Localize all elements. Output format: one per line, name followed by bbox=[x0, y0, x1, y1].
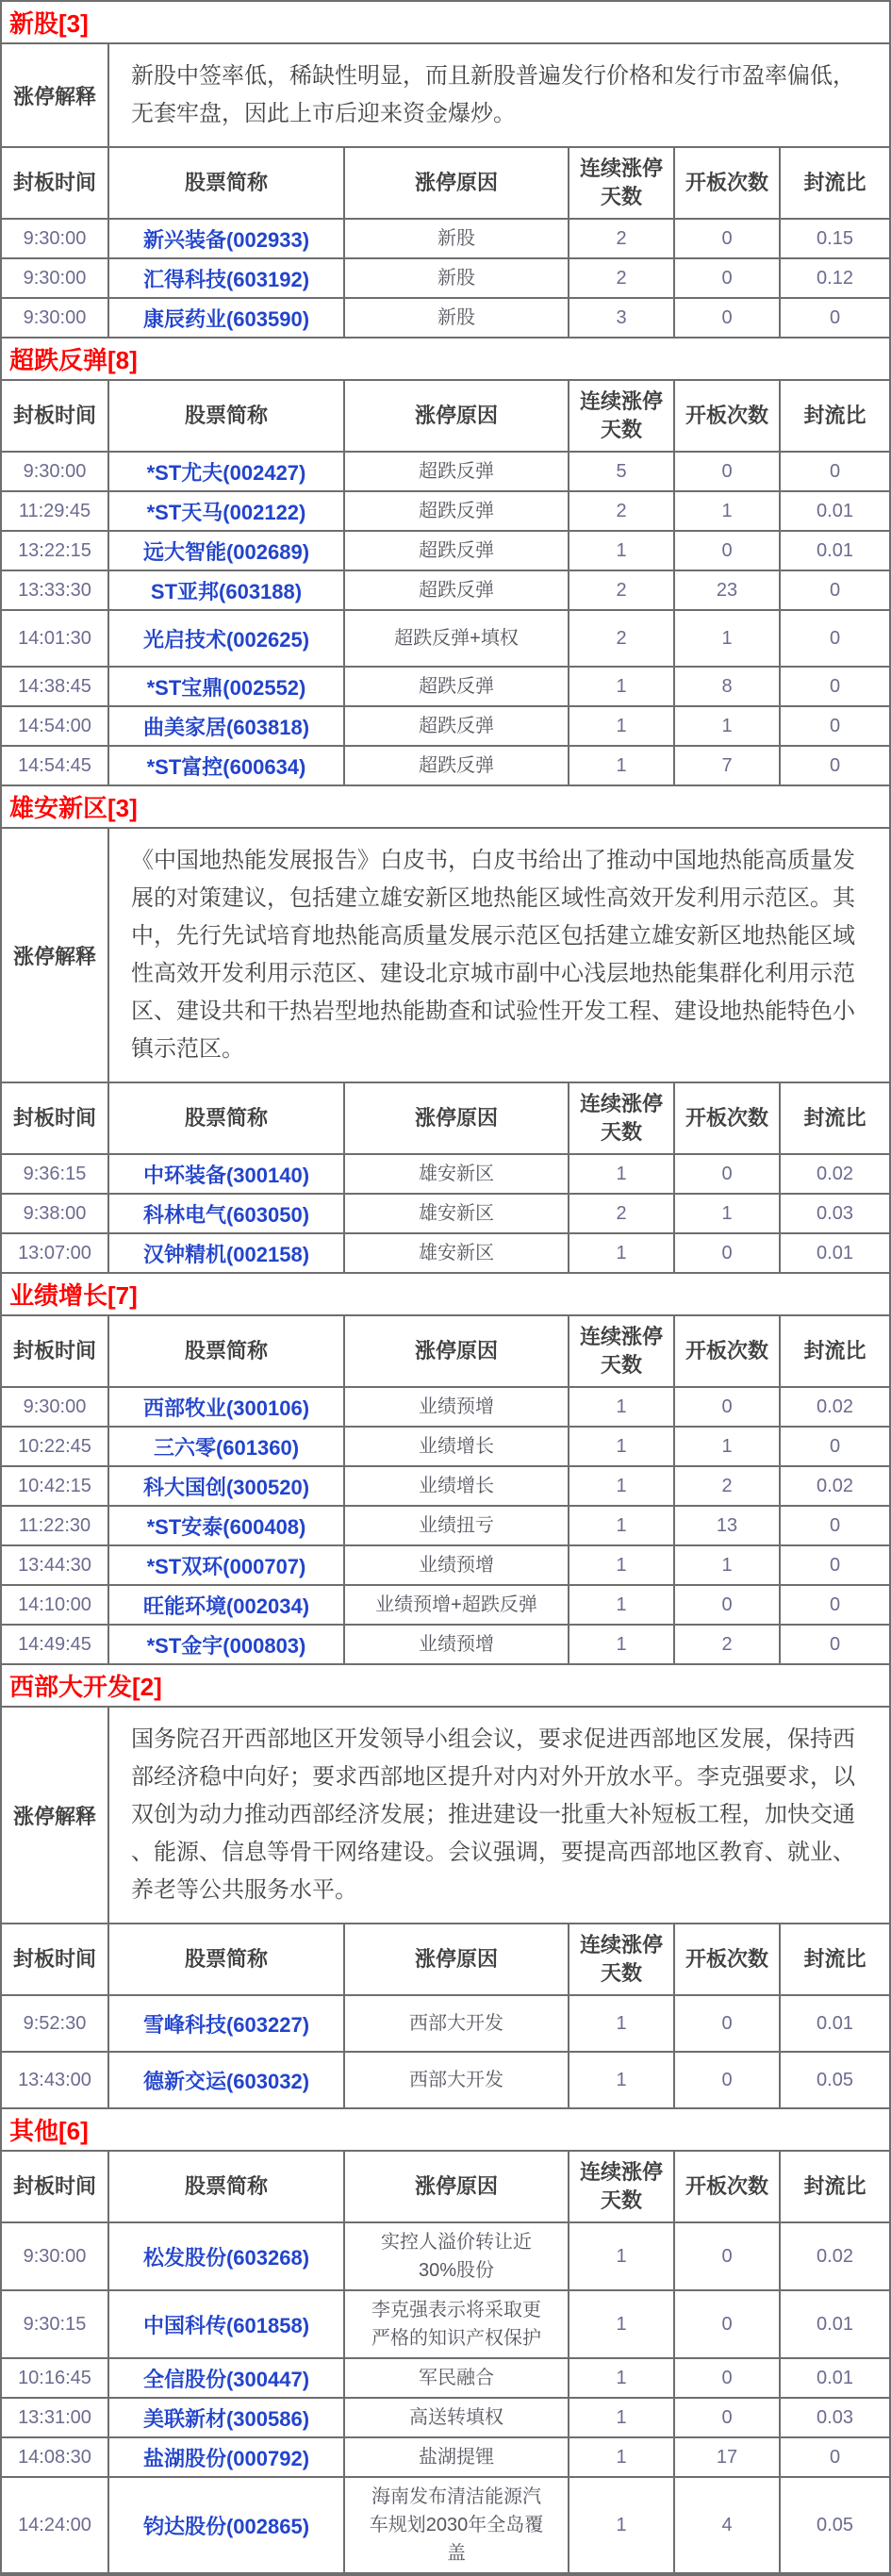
seal-time: 14:01:30 bbox=[2, 611, 109, 666]
col-header-seal-time: 封板时间 bbox=[2, 381, 109, 451]
seal-time: 9:30:00 bbox=[2, 220, 109, 257]
seal-time: 13:43:00 bbox=[2, 2053, 109, 2107]
limit-reason: 盐湖提锂 bbox=[345, 2438, 569, 2476]
col-header-consecutive-days: 连续涨停天数 bbox=[569, 1924, 675, 1994]
limit-reason: 雄安新区 bbox=[345, 1195, 569, 1232]
consecutive-days: 2 bbox=[569, 571, 675, 609]
explain-text: 国务院召开西部地区开发领导小组会议，要求促进西部地区发展，保持西部经济稳中向好；要求西部地区提升对内对外开放水平。李克强要求，以双创为动力推动西部经济发展；推进建设一批重大补短板工程，加快交通、能源、信息等骨干网络建设。会议强调，要提高西部地区教育、就业、养老等公共服务水平。 bbox=[131, 1726, 855, 1903]
seal-ratio: 0 bbox=[829, 1633, 841, 1655]
limit-reason: 超跌反弹 bbox=[345, 453, 569, 490]
table-row bbox=[2, 1626, 889, 1665]
seal-time: 14:10:00 bbox=[2, 1586, 109, 1624]
col-header-consecutive-days: 连续涨停天数 bbox=[569, 148, 675, 218]
consecutive-days: 1 bbox=[569, 2053, 675, 2107]
stock-link[interactable]: 康辰药业(603590) bbox=[109, 299, 345, 337]
open-count: 1 bbox=[675, 611, 781, 666]
seal-ratio: 0 bbox=[829, 715, 841, 736]
stock-link[interactable]: *ST宝鼎(002552) bbox=[109, 668, 345, 705]
limit-reason: 高送转填权 bbox=[345, 2399, 569, 2436]
stock-link[interactable]: 中环装备(300140) bbox=[109, 1155, 345, 1193]
table-header-row bbox=[2, 2152, 889, 2223]
stock-link[interactable]: *ST双环(000707) bbox=[109, 1546, 345, 1584]
seal-ratio: 0 bbox=[829, 2446, 841, 2468]
table-row bbox=[2, 1586, 889, 1626]
limit-reason: 新股 bbox=[345, 259, 569, 297]
seal-time: 10:42:15 bbox=[2, 1467, 109, 1505]
section-title: 超跌反弹[8] bbox=[2, 339, 889, 381]
open-count: 0 bbox=[675, 220, 781, 257]
consecutive-days: 5 bbox=[569, 453, 675, 490]
seal-ratio: 0.03 bbox=[817, 2406, 853, 2428]
consecutive-days: 1 bbox=[569, 2359, 675, 2397]
limit-reason: 业绩预增 bbox=[345, 1546, 569, 1584]
col-header-seal-time: 封板时间 bbox=[2, 148, 109, 218]
seal-time: 9:52:30 bbox=[2, 1996, 109, 2051]
consecutive-days: 1 bbox=[569, 1626, 675, 1663]
seal-time: 9:30:00 bbox=[2, 259, 109, 297]
limit-reason: 李克强表示将采取更严格的知识产权保护 bbox=[345, 2291, 569, 2357]
col-header-open-count: 开板次数 bbox=[675, 1924, 781, 1994]
table-row bbox=[2, 1467, 889, 1507]
col-header-open-count: 开板次数 bbox=[675, 381, 781, 451]
section-title: 西部大开发[2] bbox=[2, 1665, 889, 1708]
col-header-seal-ratio: 封流比 bbox=[803, 1947, 866, 1971]
limit-reason: 西部大开发 bbox=[345, 1996, 569, 2051]
open-count: 7 bbox=[675, 747, 781, 784]
limit-reason: 业绩增长 bbox=[345, 1467, 569, 1505]
stock-link[interactable]: 科大国创(300520) bbox=[109, 1467, 345, 1505]
table-row bbox=[2, 1155, 889, 1195]
open-count: 0 bbox=[675, 299, 781, 337]
col-header-consecutive-days: 连续涨停天数 bbox=[569, 1316, 675, 1386]
table-row bbox=[2, 492, 889, 532]
consecutive-days: 1 bbox=[569, 1155, 675, 1193]
explanation-row bbox=[2, 44, 889, 148]
stock-link[interactable]: 德新交运(603032) bbox=[109, 2053, 345, 2107]
seal-time: 14:54:00 bbox=[2, 707, 109, 745]
explain-label: 涨停解释 bbox=[2, 44, 109, 146]
limit-reason: 超跌反弹 bbox=[345, 747, 569, 784]
consecutive-days: 1 bbox=[569, 2399, 675, 2436]
seal-ratio: 0 bbox=[829, 1514, 841, 1536]
table-row bbox=[2, 2053, 889, 2109]
seal-time: 14:24:00 bbox=[2, 2478, 109, 2572]
col-header-seal-time: 封板时间 bbox=[2, 2152, 109, 2221]
open-count: 0 bbox=[675, 2223, 781, 2289]
limit-reason: 超跌反弹 bbox=[345, 492, 569, 530]
seal-ratio: 0 bbox=[829, 1554, 841, 1576]
col-header-limit-reason: 涨停原因 bbox=[345, 148, 569, 218]
consecutive-days: 1 bbox=[569, 1234, 675, 1272]
stock-link[interactable]: 雪峰科技(603227) bbox=[109, 1996, 345, 2051]
consecutive-days: 2 bbox=[569, 492, 675, 530]
limit-reason: 新股 bbox=[345, 299, 569, 337]
col-header-seal-ratio: 封流比 bbox=[803, 1106, 866, 1130]
stock-link[interactable]: ST亚邦(603188) bbox=[109, 571, 345, 609]
seal-time: 10:22:45 bbox=[2, 1428, 109, 1465]
limit-reason: 超跌反弹 bbox=[345, 532, 569, 570]
table-row bbox=[2, 747, 889, 786]
col-header-open-count: 开板次数 bbox=[675, 1083, 781, 1153]
open-count: 0 bbox=[675, 1388, 781, 1426]
limit-reason: 业绩预增+超跌反弹 bbox=[345, 1586, 569, 1624]
seal-time: 9:38:00 bbox=[2, 1195, 109, 1232]
explain-label: 涨停解释 bbox=[2, 829, 109, 1082]
seal-time: 13:31:00 bbox=[2, 2399, 109, 2436]
consecutive-days: 1 bbox=[569, 747, 675, 784]
table-row bbox=[2, 220, 889, 259]
seal-time: 9:36:15 bbox=[2, 1155, 109, 1193]
seal-time: 9:30:15 bbox=[2, 2291, 109, 2357]
consecutive-days: 1 bbox=[569, 1507, 675, 1544]
open-count: 0 bbox=[675, 2399, 781, 2436]
consecutive-days: 2 bbox=[569, 611, 675, 666]
consecutive-days: 1 bbox=[569, 532, 675, 570]
section-title: 其他[6] bbox=[2, 2109, 889, 2152]
table-header-row bbox=[2, 1316, 889, 1388]
table-row bbox=[2, 2478, 889, 2574]
seal-ratio: 0.01 bbox=[817, 2367, 853, 2388]
limit-reason: 海南发布清洁能源汽车规划2030年全岛覆盖 bbox=[345, 2478, 569, 2572]
stock-link[interactable]: 中国科传(601858) bbox=[109, 2291, 345, 2357]
seal-time: 13:22:15 bbox=[2, 532, 109, 570]
limit-reason: 雄安新区 bbox=[345, 1234, 569, 1272]
limit-reason: 超跌反弹 bbox=[345, 668, 569, 705]
limit-reason: 超跌反弹+填权 bbox=[345, 611, 569, 666]
col-header-limit-reason: 涨停原因 bbox=[345, 1924, 569, 1994]
open-count: 8 bbox=[675, 668, 781, 705]
open-count: 0 bbox=[675, 453, 781, 490]
seal-time: 11:22:30 bbox=[2, 1507, 109, 1544]
consecutive-days: 1 bbox=[569, 2291, 675, 2357]
consecutive-days: 1 bbox=[569, 668, 675, 705]
col-header-limit-reason: 涨停原因 bbox=[345, 1316, 569, 1386]
table-row bbox=[2, 1507, 889, 1546]
stock-link[interactable]: 旺能环境(002034) bbox=[109, 1586, 345, 1624]
seal-time: 9:30:00 bbox=[2, 299, 109, 337]
consecutive-days: 2 bbox=[569, 220, 675, 257]
stock-link[interactable]: 盐湖股份(000792) bbox=[109, 2438, 345, 2476]
open-count: 4 bbox=[675, 2478, 781, 2572]
consecutive-days: 1 bbox=[569, 2223, 675, 2289]
seal-time: 9:30:00 bbox=[2, 453, 109, 490]
table-row bbox=[2, 611, 889, 668]
table-row bbox=[2, 2438, 889, 2478]
open-count: 0 bbox=[675, 1586, 781, 1624]
table-row bbox=[2, 259, 889, 299]
explanation-row bbox=[2, 829, 889, 1083]
stock-link[interactable]: 西部牧业(300106) bbox=[109, 1388, 345, 1426]
stock-link[interactable]: 远大智能(002689) bbox=[109, 532, 345, 570]
col-header-seal-ratio: 封流比 bbox=[803, 1339, 866, 1362]
col-header-seal-ratio: 封流比 bbox=[803, 2174, 866, 2198]
explain-text: 新股中签率低，稀缺性明显，而且新股普遍发行价格和发行市盈率偏低，无套牢盘，因此上市后迎来资金爆炒。 bbox=[131, 63, 855, 126]
col-header-seal-time: 封板时间 bbox=[2, 1924, 109, 1994]
col-header-consecutive-days: 连续涨停天数 bbox=[569, 1083, 675, 1153]
col-header-stock-name: 股票简称 bbox=[109, 1924, 345, 1994]
table-row bbox=[2, 1996, 889, 2053]
stock-link[interactable]: 光启技术(002625) bbox=[109, 611, 345, 666]
consecutive-days: 2 bbox=[569, 259, 675, 297]
limit-reason: 超跌反弹 bbox=[345, 571, 569, 609]
open-count: 0 bbox=[675, 2291, 781, 2357]
section-title: 雄安新区[3] bbox=[2, 786, 889, 829]
stock-link[interactable]: 松发股份(603268) bbox=[109, 2223, 345, 2289]
limit-reason: 实控人溢价转让近30%股份 bbox=[345, 2223, 569, 2289]
seal-ratio: 0.01 bbox=[817, 1242, 853, 1263]
open-count: 1 bbox=[675, 1428, 781, 1465]
col-header-consecutive-days: 连续涨停天数 bbox=[569, 2152, 675, 2221]
table-row bbox=[2, 1388, 889, 1428]
open-count: 0 bbox=[675, 1234, 781, 1272]
table-header-row bbox=[2, 148, 889, 220]
seal-time: 10:16:45 bbox=[2, 2359, 109, 2397]
table-header-row bbox=[2, 1083, 889, 1155]
seal-ratio: 0.01 bbox=[817, 2012, 853, 2034]
consecutive-days: 1 bbox=[569, 1586, 675, 1624]
seal-ratio: 0.03 bbox=[817, 1202, 853, 1224]
explanation-row bbox=[2, 1708, 889, 1924]
col-header-open-count: 开板次数 bbox=[675, 2152, 781, 2221]
section-title: 新股[3] bbox=[2, 2, 889, 44]
section-title: 业绩增长[7] bbox=[2, 1274, 889, 1316]
stock-link[interactable]: 汉钟精机(002158) bbox=[109, 1234, 345, 1272]
open-count: 1 bbox=[675, 707, 781, 745]
limit-reason: 新股 bbox=[345, 220, 569, 257]
stock-link[interactable]: *ST富控(600634) bbox=[109, 747, 345, 784]
stock-link[interactable]: 汇得科技(603192) bbox=[109, 259, 345, 297]
col-header-limit-reason: 涨停原因 bbox=[345, 1083, 569, 1153]
consecutive-days: 1 bbox=[569, 2438, 675, 2476]
limit-reason: 雄安新区 bbox=[345, 1155, 569, 1193]
seal-time: 9:30:00 bbox=[2, 1388, 109, 1426]
seal-ratio: 0.05 bbox=[817, 2514, 853, 2535]
seal-ratio: 0.02 bbox=[817, 1395, 853, 1417]
seal-ratio: 0 bbox=[829, 306, 841, 328]
col-header-stock-name: 股票简称 bbox=[109, 1083, 345, 1153]
stock-link[interactable]: 全信股份(300447) bbox=[109, 2359, 345, 2397]
seal-time: 14:54:45 bbox=[2, 747, 109, 784]
open-count: 0 bbox=[675, 259, 781, 297]
seal-time: 9:30:00 bbox=[2, 2223, 109, 2289]
seal-ratio: 0 bbox=[829, 627, 841, 649]
stock-link[interactable]: 钧达股份(002865) bbox=[109, 2478, 345, 2572]
consecutive-days: 1 bbox=[569, 1546, 675, 1584]
open-count: 0 bbox=[675, 2053, 781, 2107]
open-count: 0 bbox=[675, 1996, 781, 2051]
limit-reason: 超跌反弹 bbox=[345, 707, 569, 745]
table-header-row bbox=[2, 381, 889, 453]
col-header-seal-time: 封板时间 bbox=[2, 1083, 109, 1153]
table-row bbox=[2, 1234, 889, 1274]
table-row bbox=[2, 2399, 889, 2438]
stock-link[interactable]: *ST尤夫(002427) bbox=[109, 453, 345, 490]
consecutive-days: 1 bbox=[569, 1388, 675, 1426]
open-count: 0 bbox=[675, 2359, 781, 2397]
col-header-stock-name: 股票简称 bbox=[109, 2152, 345, 2221]
consecutive-days: 1 bbox=[569, 2478, 675, 2572]
consecutive-days: 1 bbox=[569, 1467, 675, 1505]
col-header-consecutive-days: 连续涨停天数 bbox=[569, 381, 675, 451]
table-row bbox=[2, 299, 889, 339]
stock-link[interactable]: 三六零(601360) bbox=[109, 1428, 345, 1465]
seal-ratio: 0.01 bbox=[817, 500, 853, 521]
stock-link[interactable]: *ST安泰(600408) bbox=[109, 1507, 345, 1544]
consecutive-days: 2 bbox=[569, 1195, 675, 1232]
seal-ratio: 0 bbox=[829, 1593, 841, 1615]
seal-ratio: 0 bbox=[829, 1435, 841, 1457]
seal-ratio: 0.02 bbox=[817, 1163, 853, 1184]
col-header-seal-time: 封板时间 bbox=[2, 1316, 109, 1386]
col-header-stock-name: 股票简称 bbox=[109, 148, 345, 218]
open-count: 1 bbox=[675, 492, 781, 530]
stock-link[interactable]: *ST金宇(000803) bbox=[109, 1626, 345, 1663]
seal-time: 13:07:00 bbox=[2, 1234, 109, 1272]
open-count: 0 bbox=[675, 1155, 781, 1193]
table-row bbox=[2, 571, 889, 611]
open-count: 1 bbox=[675, 1546, 781, 1584]
table-row bbox=[2, 2291, 889, 2359]
seal-time: 14:08:30 bbox=[2, 2438, 109, 2476]
consecutive-days: 1 bbox=[569, 707, 675, 745]
consecutive-days: 3 bbox=[569, 299, 675, 337]
table-row bbox=[2, 2223, 889, 2291]
limit-reason: 业绩预增 bbox=[345, 1626, 569, 1663]
open-count: 2 bbox=[675, 1467, 781, 1505]
seal-ratio: 0.02 bbox=[817, 2245, 853, 2267]
col-header-seal-ratio: 封流比 bbox=[803, 404, 866, 427]
open-count: 17 bbox=[675, 2438, 781, 2476]
stock-link[interactable]: 曲美家居(603818) bbox=[109, 707, 345, 745]
seal-ratio: 0.02 bbox=[817, 1475, 853, 1496]
limit-reason: 军民融合 bbox=[345, 2359, 569, 2397]
open-count: 0 bbox=[675, 532, 781, 570]
table-row bbox=[2, 668, 889, 707]
seal-ratio: 0 bbox=[829, 754, 841, 776]
table-row bbox=[2, 453, 889, 492]
col-header-stock-name: 股票简称 bbox=[109, 381, 345, 451]
table-row bbox=[2, 1195, 889, 1234]
col-header-stock-name: 股票简称 bbox=[109, 1316, 345, 1386]
table-row bbox=[2, 707, 889, 747]
limit-reason: 西部大开发 bbox=[345, 2053, 569, 2107]
open-count: 13 bbox=[675, 1507, 781, 1544]
explain-text: 《中国地热能发展报告》白皮书，白皮书给出了推动中国地热能高质量发展的对策建议，包括建立雄安新区地热能区域性高效开发利用示范区。其中，先行先试培育地热能高质量发展示范区包括建立雄安新区地热能区域性高效开发利用示范区、建设北京城市副中心浅层地热能集群化利用示范区、建设共和干热岩型地热能勘查和试验性开发工程、建设地热能特色小镇示范区。 bbox=[131, 848, 855, 1062]
seal-ratio: 0.01 bbox=[817, 2313, 853, 2335]
limit-reason: 业绩扭亏 bbox=[345, 1507, 569, 1544]
stock-link[interactable]: 美联新材(300586) bbox=[109, 2399, 345, 2436]
seal-ratio: 0 bbox=[829, 675, 841, 697]
table-row bbox=[2, 532, 889, 571]
open-count: 2 bbox=[675, 1626, 781, 1663]
seal-ratio: 0 bbox=[829, 579, 841, 601]
limit-reason: 业绩增长 bbox=[345, 1428, 569, 1465]
col-header-open-count: 开板次数 bbox=[675, 1316, 781, 1386]
table-row bbox=[2, 2359, 889, 2399]
explain-label: 涨停解释 bbox=[2, 1708, 109, 1923]
seal-ratio: 0.01 bbox=[817, 539, 853, 561]
seal-time: 14:49:45 bbox=[2, 1626, 109, 1663]
seal-ratio: 0.05 bbox=[817, 2069, 853, 2090]
stock-link[interactable]: 科林电气(603050) bbox=[109, 1195, 345, 1232]
seal-time: 14:38:45 bbox=[2, 668, 109, 705]
seal-ratio: 0 bbox=[829, 460, 841, 482]
seal-ratio: 0.15 bbox=[817, 227, 853, 249]
consecutive-days: 1 bbox=[569, 1996, 675, 2051]
col-header-limit-reason: 涨停原因 bbox=[345, 381, 569, 451]
seal-ratio: 0.12 bbox=[817, 267, 853, 289]
stock-link[interactable]: 新兴装备(002933) bbox=[109, 220, 345, 257]
col-header-seal-ratio: 封流比 bbox=[803, 171, 866, 194]
table-header-row bbox=[2, 1924, 889, 1996]
consecutive-days: 1 bbox=[569, 1428, 675, 1465]
seal-time: 13:44:30 bbox=[2, 1546, 109, 1584]
col-header-open-count: 开板次数 bbox=[675, 148, 781, 218]
stock-link[interactable]: *ST天马(002122) bbox=[109, 492, 345, 530]
col-header-limit-reason: 涨停原因 bbox=[345, 2152, 569, 2221]
seal-time: 13:33:30 bbox=[2, 571, 109, 609]
open-count: 1 bbox=[675, 1195, 781, 1232]
open-count: 23 bbox=[675, 571, 781, 609]
limit-reason: 业绩预增 bbox=[345, 1388, 569, 1426]
table-row bbox=[2, 1546, 889, 1586]
table-row bbox=[2, 1428, 889, 1467]
seal-time: 11:29:45 bbox=[2, 492, 109, 530]
